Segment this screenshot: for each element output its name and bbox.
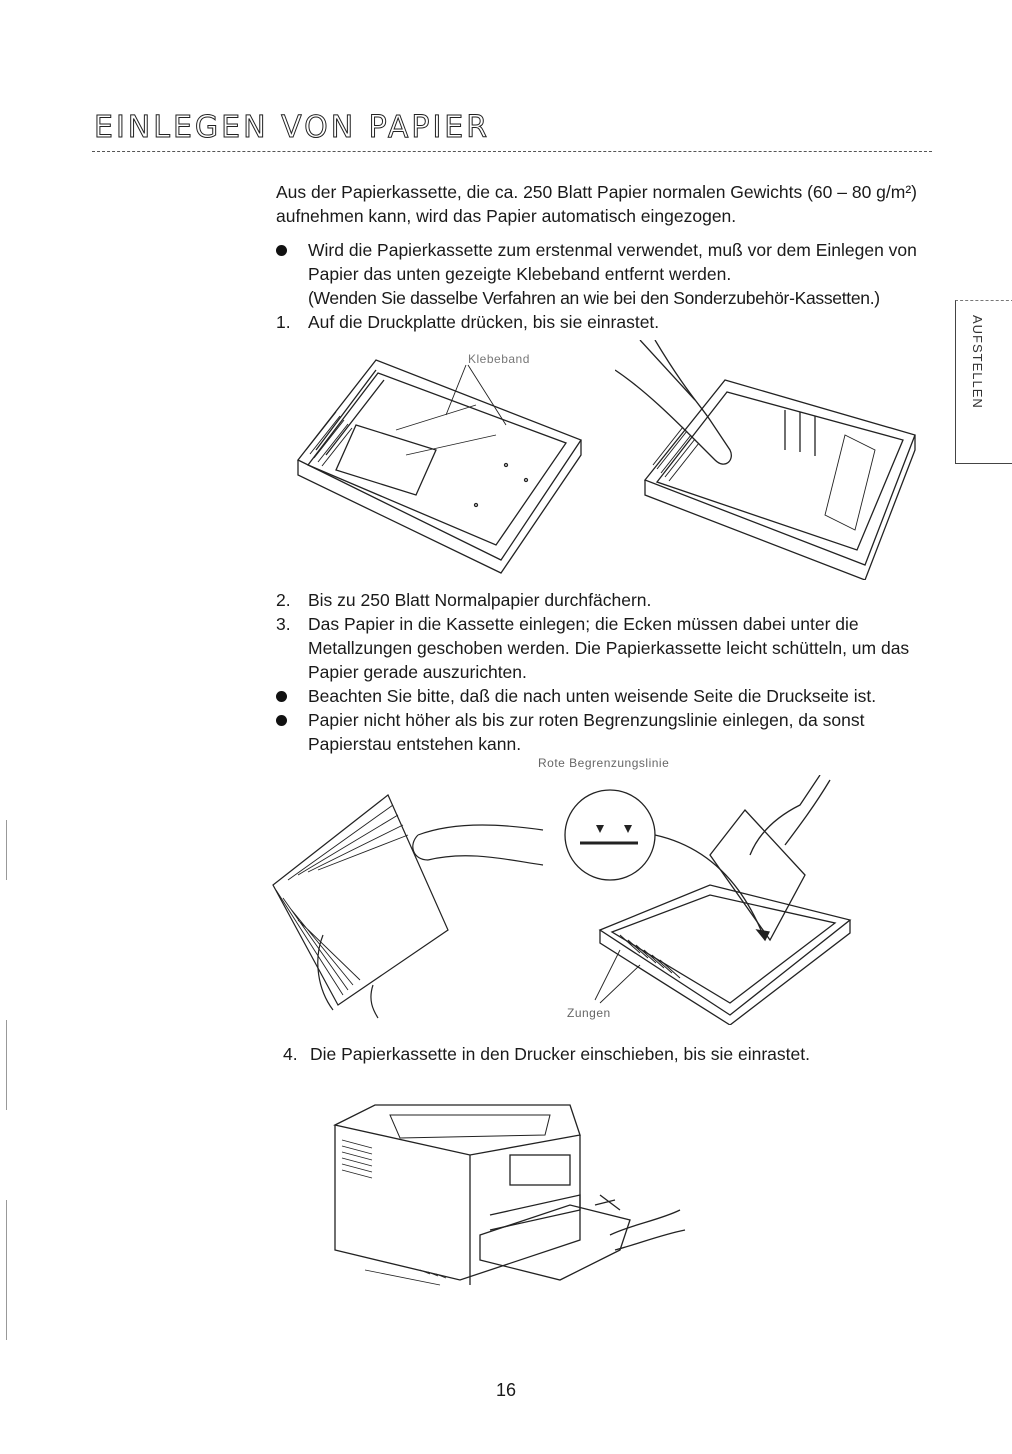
step-item <box>283 1042 943 1066</box>
bullet-dot <box>276 708 287 732</box>
caption-tongues: Zungen <box>567 1006 611 1020</box>
steps-block <box>276 588 936 756</box>
margin-mark <box>6 1200 7 1340</box>
bullet-item <box>276 708 936 756</box>
step-number: 1. <box>276 312 291 332</box>
step-number: 3. <box>276 614 291 634</box>
caption-tape: Klebeband <box>468 352 530 366</box>
bullet-dot <box>276 684 287 708</box>
margin-mark <box>6 820 7 880</box>
bullet-text: Beachten Sie bitte, daß die nach unten weisende Seite die Druckseite ist. <box>308 686 877 706</box>
margin-mark <box>6 1020 7 1110</box>
step-text: Die Papierkassette in den Drucker einschieben, bis sie einrastet. <box>310 1044 810 1064</box>
paper-loading-illustration <box>560 775 860 1025</box>
cassette-tape-illustration <box>296 355 586 575</box>
side-tab-label: AUFSTELLEN <box>970 315 985 409</box>
step-item <box>276 588 936 612</box>
step-item <box>276 612 936 684</box>
step-item <box>276 310 936 334</box>
intro-block <box>276 180 936 334</box>
note-text: Wird die Papierkassette zum erstenmal verwendet, muß vor dem Einlegen von Papier das unten gezeigte Klebeband entfernt werden. <box>308 240 917 284</box>
intro-paragraph: Aus der Papierkassette, die ca. 250 Blatt Papier normalen Gewichts (60 – 80 g/m²) aufnehmen kann, wird das Papier automatisch eingezogen. <box>276 182 918 226</box>
step-text: Auf die Druckplatte drücken, bis sie einrastet. <box>308 312 660 332</box>
step-number: 4. <box>283 1044 298 1064</box>
bullet-text: Papier nicht höher als bis zur roten Begrenzungslinie einlegen, da sonst Papierstau entstehen kann. <box>308 710 865 754</box>
note-item <box>276 238 936 310</box>
cassette-press-illustration <box>615 340 925 580</box>
title-rule <box>92 151 932 152</box>
bullet-dot <box>276 238 287 262</box>
page-title: EINLEGEN VON PAPIER <box>94 110 491 145</box>
bullet-item <box>276 684 936 708</box>
step4-block <box>283 1042 943 1066</box>
paper-fanning-illustration <box>268 790 548 1020</box>
printer-illustration <box>330 1100 690 1300</box>
step-number: 2. <box>276 590 291 610</box>
side-tab <box>955 300 1012 464</box>
step-text: Das Papier in die Kassette einlegen; die Ecken müssen dabei unter die Metallzungen geschoben werden. Die Papierkassette leicht schütteln, um das Papier gerade auszurichten. <box>308 614 910 682</box>
page-number: 16 <box>495 1380 517 1400</box>
note-text-parenthetical: (Wenden Sie dasselbe Verfahren an wie bei den Sonderzubehör-Kassetten.) <box>308 288 880 308</box>
step-text: Bis zu 250 Blatt Normalpapier durchfächern. <box>308 590 652 610</box>
caption-red-line: Rote Begrenzungslinie <box>538 756 670 770</box>
